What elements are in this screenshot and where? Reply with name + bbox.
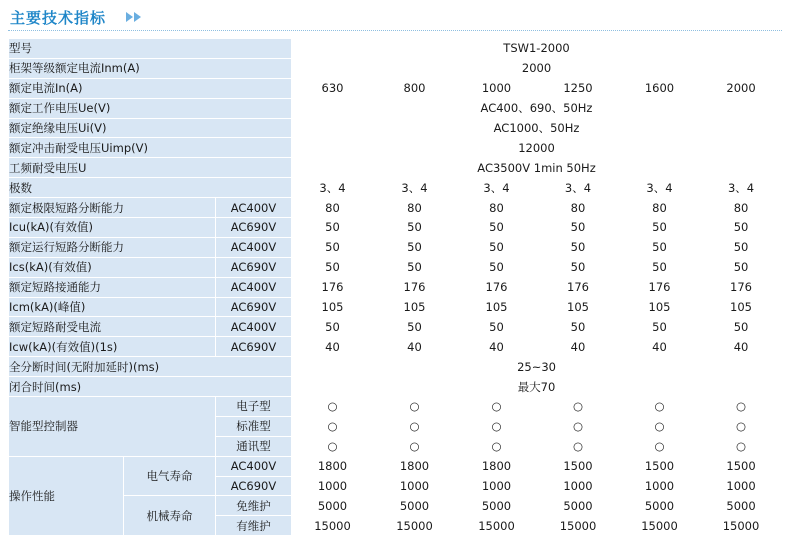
sub-label: 电子型 [216,397,292,417]
circle-icon: ○ [292,416,374,436]
row-ics-ac690 [9,257,782,277]
cell: 50 [619,218,701,238]
cell: 1800 [456,456,538,476]
cell: 176 [374,277,456,297]
row-label: Icw(kA)(有效值)(1s) [9,337,216,357]
cell: 50 [456,218,538,238]
row-icw-ac690 [9,337,782,357]
circle-icon: ○ [456,397,538,417]
row-icw-ac400 [9,317,782,337]
cell: 176 [701,277,782,297]
cell: 1000 [374,476,456,496]
row-label: 额定冲击耐受电压Uimp(V) [9,138,292,158]
cell: 630 [292,78,374,98]
cell: 2000 [701,78,782,98]
cell: 1800 [292,456,374,476]
cell: 50 [374,237,456,257]
sub-label: AC400V [216,198,292,218]
sub-label: AC690V [216,337,292,357]
cell: 105 [456,297,538,317]
circle-icon: ○ [701,416,782,436]
cell: 50 [456,317,538,337]
cell: 800 [374,78,456,98]
row-value: TSW1-2000 [292,39,782,59]
cell: 3、4 [292,178,374,198]
cell: 1000 [619,476,701,496]
row-break-time [9,357,782,377]
cell: 1000 [456,78,538,98]
sub-label: AC400V [216,237,292,257]
circle-icon: ○ [292,397,374,417]
cell: 80 [619,198,701,218]
row-label: 额定极限短路分断能力 [9,198,216,218]
row-value: AC1000、50Hz [292,118,782,138]
row-value: 最大70 [292,377,782,397]
row-label: 额定短路接通能力 [9,277,216,297]
row-label: 型号 [9,39,292,59]
row-label: 智能型控制器 [9,397,216,457]
cell: 80 [701,198,782,218]
circle-icon: ○ [374,436,456,456]
row-label: 额定运行短路分断能力 [9,237,216,257]
cell: 50 [701,237,782,257]
row-label: 工频耐受电压U [9,158,292,178]
cell: 40 [292,337,374,357]
cell: 50 [538,237,619,257]
row-power-freq-voltage [9,158,782,178]
cell: 50 [619,237,701,257]
cell: 50 [619,257,701,277]
row-controller-electronic [9,397,782,417]
cell: 80 [292,198,374,218]
double-arrow-icon [126,11,144,23]
sub-label: 有维护 [216,516,292,536]
cell: 5000 [538,496,619,516]
cell: 1000 [456,476,538,496]
cell: 50 [538,317,619,337]
cell: 176 [538,277,619,297]
row-label: 额定工作电压Ue(V) [9,98,292,118]
cell: 50 [292,257,374,277]
cell: 50 [619,317,701,337]
row-value: AC400、690、50Hz [292,98,782,118]
cell: 176 [292,277,374,297]
row-label: 额定短路耐受电流 [9,317,216,337]
cell: 5000 [456,496,538,516]
sub-label: AC690V [216,218,292,238]
cell: 50 [701,317,782,337]
cell: 80 [374,198,456,218]
cell: 1250 [538,78,619,98]
row-impulse-voltage [9,138,782,158]
circle-icon: ○ [538,416,619,436]
cell: 80 [538,198,619,218]
cell: 50 [292,218,374,238]
cell: 3、4 [701,178,782,198]
row-rated-current [9,78,782,98]
sub-label: AC690V [216,476,292,496]
cell: 50 [374,257,456,277]
row-value: 25~30 [292,357,782,377]
row-label: Ics(kA)(有效值) [9,257,216,277]
cell: 40 [456,337,538,357]
sub-label: AC690V [216,257,292,277]
cell: 40 [374,337,456,357]
cell: 3、4 [456,178,538,198]
cell: 40 [701,337,782,357]
section-header [8,2,782,32]
cell: 1500 [701,456,782,476]
cell: 176 [456,277,538,297]
cell: 1000 [538,476,619,496]
circle-icon: ○ [292,436,374,456]
cell: 50 [456,237,538,257]
cell: 1500 [538,456,619,476]
cell: 105 [292,297,374,317]
circle-icon: ○ [374,397,456,417]
cell: 105 [538,297,619,317]
row-label: 闭合时间(ms) [9,377,292,397]
cell: 5000 [292,496,374,516]
circle-icon: ○ [456,416,538,436]
circle-icon: ○ [619,436,701,456]
row-label: Icu(kA)(有效值) [9,218,216,238]
sub-label: 免维护 [216,496,292,516]
circle-icon: ○ [538,436,619,456]
row-value: 2000 [292,58,782,78]
cell: 50 [701,218,782,238]
row-mechanical-free [9,496,782,516]
row-model [9,39,782,59]
cell: 40 [538,337,619,357]
row-work-voltage [9,98,782,118]
row-label: 操作性能 [9,456,124,536]
cell: 3、4 [538,178,619,198]
row-label: 柜架等级额定电流Inm(A) [9,58,292,78]
cell: 50 [701,257,782,277]
row-label: 额定绝缘电压Ui(V) [9,118,292,138]
cell: 50 [292,237,374,257]
cell: 1800 [374,456,456,476]
cell: 5000 [374,496,456,516]
cell: 5000 [619,496,701,516]
cell: 3、4 [374,178,456,198]
row-value: AC3500V 1min 50Hz [292,158,782,178]
cell: 50 [374,218,456,238]
row-icu-ac690 [9,218,782,238]
circle-icon: ○ [701,436,782,456]
cell: 176 [619,277,701,297]
cell: 105 [701,297,782,317]
row-ics-ac400 [9,237,782,257]
row-label: 全分断时间(无附加延时)(ms) [9,357,292,377]
row-icu-ac400 [9,198,782,218]
row-icm-ac400 [9,277,782,297]
row-poles [9,178,782,198]
cell: 3、4 [619,178,701,198]
sub-label: 标准型 [216,416,292,436]
row-insulation-voltage [9,118,782,138]
cell: 15000 [456,516,538,536]
cell: 105 [374,297,456,317]
sub-label: 通讯型 [216,436,292,456]
cell: 15000 [619,516,701,536]
sub-label: AC690V [216,297,292,317]
row-label: Icm(kA)(峰值) [9,297,216,317]
sub-label: AC400V [216,456,292,476]
circle-icon: ○ [701,397,782,417]
row-value: 12000 [292,138,782,158]
sub-label: AC400V [216,277,292,297]
row-label: 极数 [9,178,292,198]
row-label: 额定电流In(A) [9,78,292,98]
sub-label: AC400V [216,317,292,337]
cell: 50 [538,218,619,238]
cell: 15000 [374,516,456,536]
cell: 80 [456,198,538,218]
circle-icon: ○ [538,397,619,417]
circle-icon: ○ [619,416,701,436]
spec-table [8,38,782,536]
row-close-time [9,377,782,397]
cell: 50 [374,317,456,337]
row-icm-ac690 [9,297,782,317]
circle-icon: ○ [374,416,456,436]
cell: 105 [619,297,701,317]
cell: 15000 [292,516,374,536]
cell: 40 [619,337,701,357]
circle-icon: ○ [619,397,701,417]
cell: 50 [456,257,538,277]
header-divider [8,30,782,31]
cell: 1000 [292,476,374,496]
cell: 1500 [619,456,701,476]
group-label: 电气寿命 [124,456,216,496]
cell: 15000 [538,516,619,536]
row-electrical-ac400 [9,456,782,476]
cell: 50 [292,317,374,337]
cell: 15000 [701,516,782,536]
row-frame-current [9,58,782,78]
cell: 1000 [701,476,782,496]
cell: 1600 [619,78,701,98]
circle-icon: ○ [456,436,538,456]
section-title: 主要技术指标 [10,9,107,27]
group-label: 机械寿命 [124,496,216,536]
cell: 50 [538,257,619,277]
cell: 5000 [701,496,782,516]
